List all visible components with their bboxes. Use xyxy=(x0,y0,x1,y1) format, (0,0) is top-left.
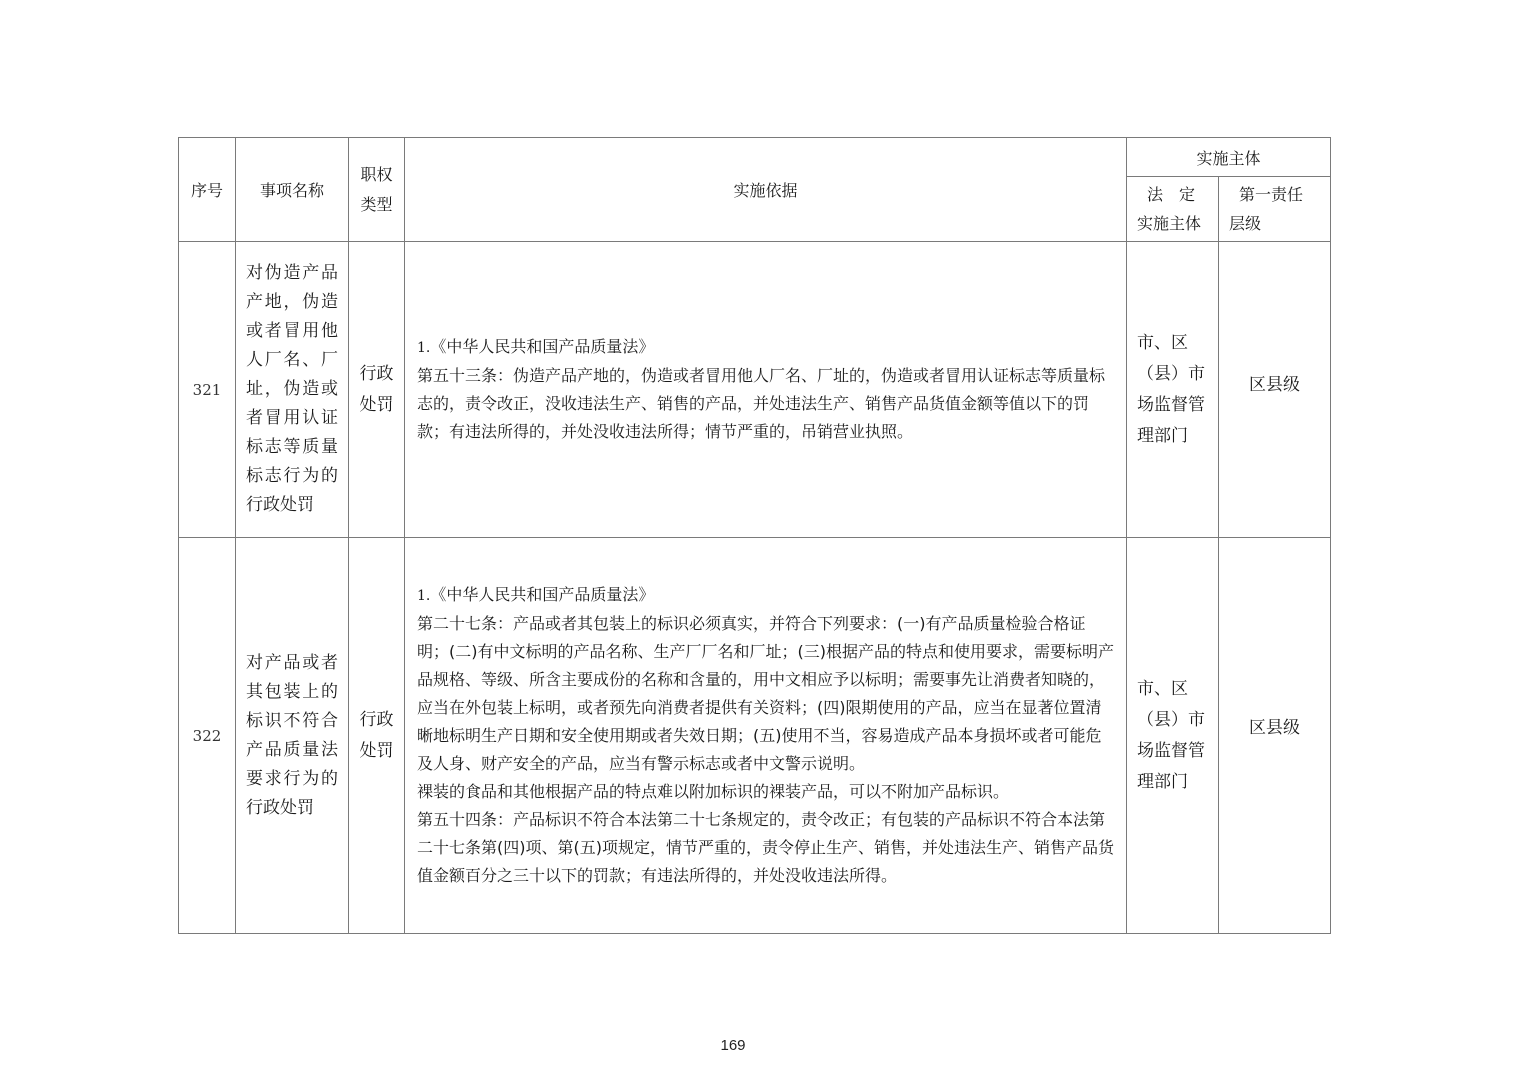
header-implementer: 实施主体 xyxy=(1127,138,1331,177)
header-power-type-line2: 类型 xyxy=(360,194,393,214)
header-legal-line1: 法 定 xyxy=(1147,185,1196,204)
law-number: 1. xyxy=(417,340,431,356)
header-legal-line2: 实施主体 xyxy=(1137,214,1202,233)
law-title xyxy=(417,333,1116,362)
basis-paragraph: 第五十三条：伪造产品产地的，伪造或者冒用他人厂名、厂址的，伪造或者冒用认证标志等质量标志的，责令改正，没收违法生产、销售的产品，并处违法生产、销售产品货值金额等值以下的罚款；有违法所得的，并处没收违法所得；情节严重的，吊销营业执照。 xyxy=(417,366,1106,441)
row-basis xyxy=(405,538,1127,934)
row-power-type-line2: 处罚 xyxy=(359,394,394,415)
table-row xyxy=(179,242,1331,538)
law-name: 《中华人民共和国产品质量法》 xyxy=(430,337,655,356)
row-responsibility-level: 区县级 xyxy=(1219,242,1331,538)
row-item-name: 对产品或者其包装上的标识不符合产品质量法要求行为的行政处罚 xyxy=(236,538,349,934)
row-responsibility-level: 区县级 xyxy=(1219,538,1331,934)
basis-paragraph: 第二十七条：产品或者其包装上的标识必须真实，并符合下列要求：(一)有产品质量检验合格证明；(二)有中文标明的产品名称、生产厂厂名和厂址；(三)根据产品的特点和使用要求，需要标明产品规格、等级、所含主要成份的名称和含量的，用中文相应予以标明；需要事先让消费者知晓的，应当在外包装上标明，或者预先向消费者提供有关资料；(四)限期使用的产品，应当在显著位置清晰地标明生产日期和安全使用期或者失效日期；(五)使用不当，容易造成产品本身损坏或者可能危及人身、财产安全的产品，应当有警示标志或者中文警示说明。 xyxy=(417,614,1114,773)
row-item-name: 对伪造产品产地，伪造或者冒用他人厂名、厂址，伪造或者冒用认证标志等质量标志行为的行政处罚 xyxy=(236,242,349,538)
row-seq: 321 xyxy=(179,242,236,538)
basis-paragraph: 第五十四条：产品标识不符合本法第二十七条规定的，责令改正；有包装的产品标识不符合本法第二十七条第(四)项、第(五)项规定，情节严重的，责令停止生产、销售，并处违法生产、销售产品货值金额百分之三十以下的罚款；有违法所得的，并处没收违法所得。 xyxy=(417,810,1114,885)
page-number: 169 xyxy=(720,1037,746,1054)
authority-table-container xyxy=(178,137,1330,934)
row-basis xyxy=(405,242,1127,538)
row-power-type-line1: 行政 xyxy=(359,363,394,384)
table-row xyxy=(179,538,1331,934)
row-power-type xyxy=(349,538,405,934)
row-legal-implementer: 市、区（县）市场监督管理部门 xyxy=(1127,538,1219,934)
row-legal-implementer: 市、区（县）市场监督管理部门 xyxy=(1127,242,1219,538)
header-basis: 实施依据 xyxy=(405,138,1127,242)
header-item-name: 事项名称 xyxy=(236,138,349,242)
row-power-type-line2: 处罚 xyxy=(359,740,394,761)
header-responsibility-line2: 层级 xyxy=(1229,214,1262,233)
header-power-type xyxy=(349,138,405,242)
row-power-type xyxy=(349,242,405,538)
header-power-type-line1: 职权 xyxy=(360,164,393,184)
row-seq: 322 xyxy=(179,538,236,934)
header-seq: 序号 xyxy=(179,138,236,242)
row-power-type-line1: 行政 xyxy=(359,709,394,730)
law-title xyxy=(417,581,1116,610)
header-responsibility-line1: 第一责任 xyxy=(1239,185,1304,204)
law-number: 1. xyxy=(417,588,431,604)
basis-paragraph: 裸装的食品和其他根据产品的特点难以附加标识的裸装产品，可以不附加产品标识。 xyxy=(417,782,1010,801)
header-legal-implementer xyxy=(1127,177,1219,242)
header-responsibility-level xyxy=(1219,177,1331,242)
authority-table xyxy=(178,137,1331,934)
law-name: 《中华人民共和国产品质量法》 xyxy=(430,585,655,604)
